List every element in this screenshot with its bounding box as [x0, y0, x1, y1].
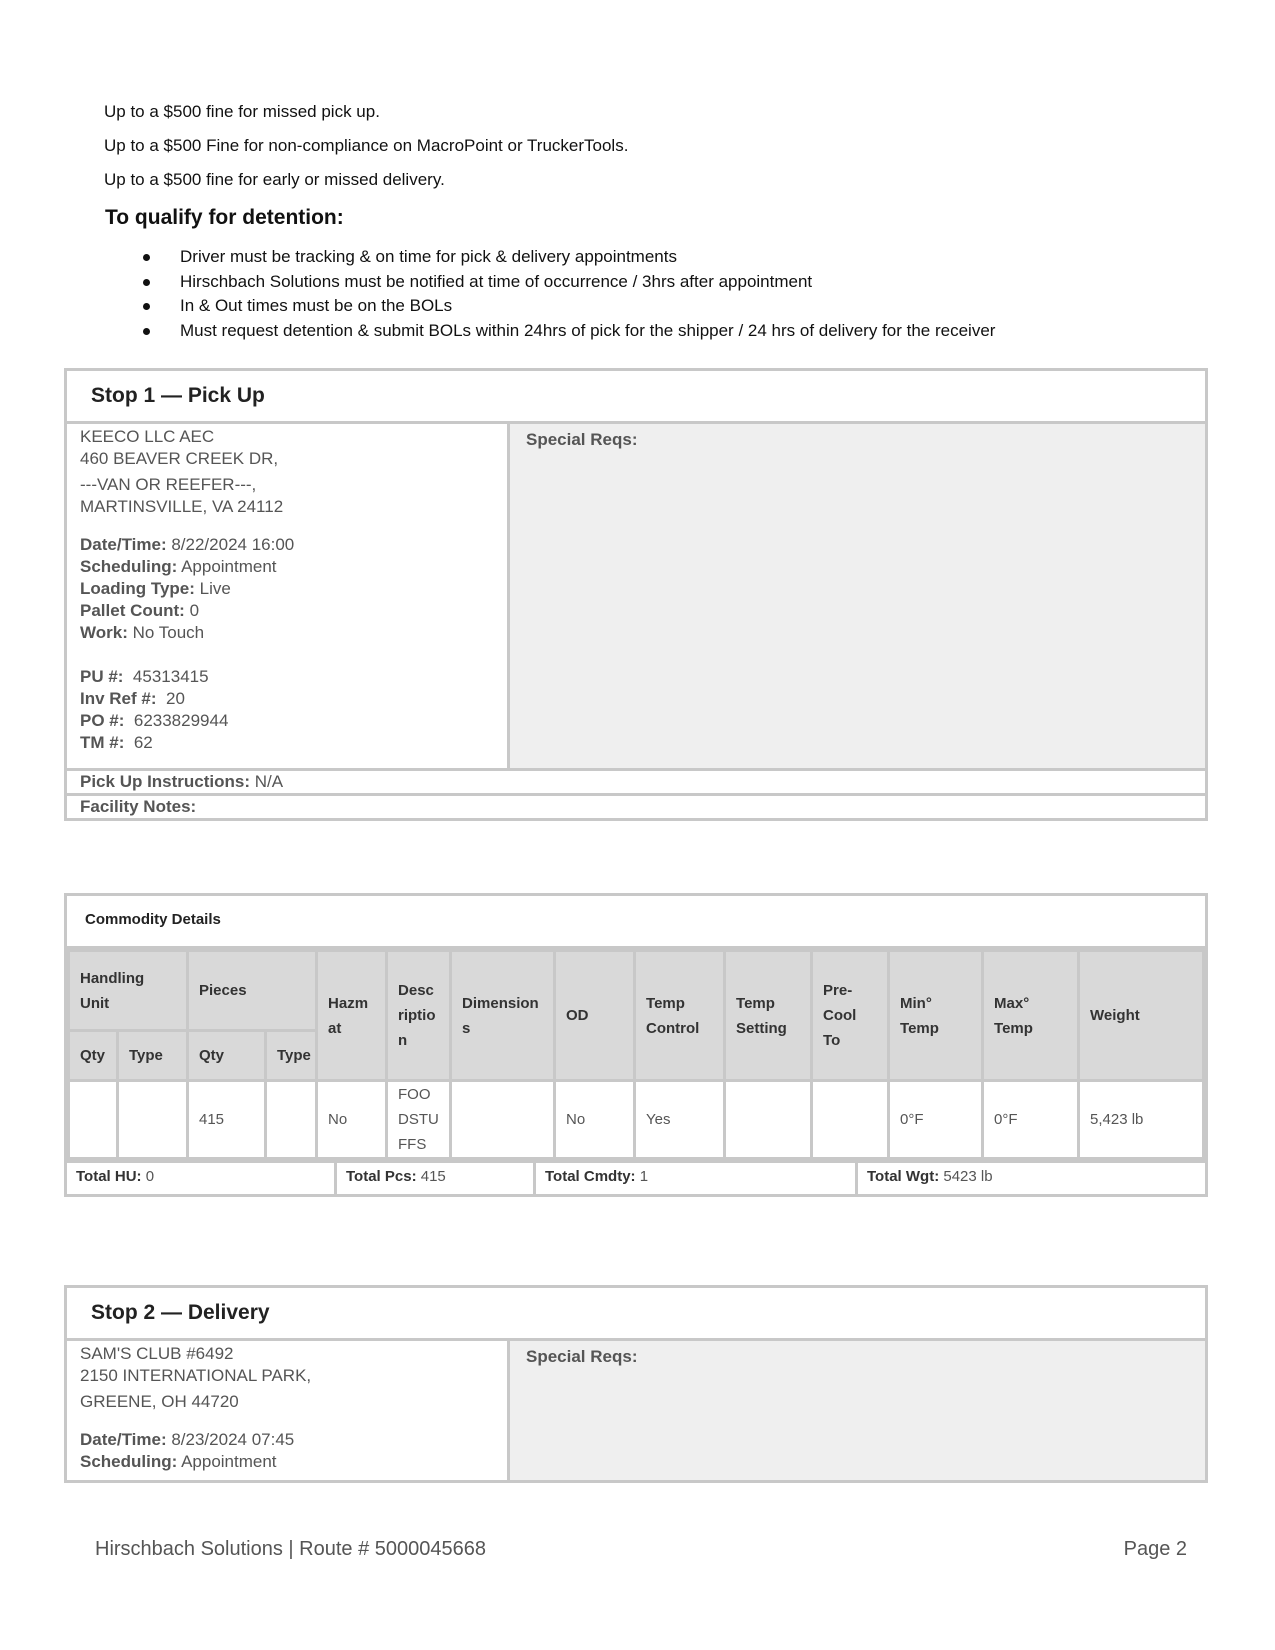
th-min-temp: Min° Temp	[889, 951, 983, 1081]
th-max-temp: Max° Temp	[983, 951, 1079, 1081]
cell-pc-type	[266, 1081, 317, 1159]
th-hu-qty: Qty	[69, 1031, 118, 1081]
commodity-title: Commodity Details	[67, 896, 1205, 949]
stop-2-card	[64, 1285, 1208, 1483]
stop-1-address2: ---VAN OR REEFER---,	[80, 475, 257, 494]
stop-2-scheduling: Scheduling: Appointment	[80, 1452, 277, 1471]
commodity-details	[64, 893, 1208, 1197]
stop-2-title: Stop 2 — Delivery	[67, 1288, 1205, 1341]
commodity-row	[69, 1081, 1204, 1159]
fine-noncompliance: Up to a $500 Fine for non-compliance on MacroPoint or TruckerTools.	[104, 136, 629, 155]
stop-2-city: GREENE, OH 44720	[80, 1392, 239, 1411]
cell-temp-control: Yes	[635, 1081, 725, 1159]
th-pc-type: Type	[266, 1031, 317, 1081]
th-pieces: Pieces	[188, 951, 317, 1031]
stop-1-inv: Inv Ref #: 20	[80, 689, 185, 708]
footer-page-number: Page 2	[1123, 1538, 1187, 1560]
th-weight: Weight	[1079, 951, 1204, 1081]
stop-1-po: PO #: 6233829944	[80, 711, 229, 730]
cell-precool	[812, 1081, 889, 1159]
th-temp-setting: Temp Setting	[725, 951, 812, 1081]
fines-list	[104, 101, 628, 203]
stop-1-title: Stop 1 — Pick Up	[67, 371, 1205, 424]
stop-1-address1: 460 BEAVER CREEK DR,	[80, 449, 279, 468]
total-pcs: Total Pcs: 415	[337, 1163, 536, 1194]
stop-1-datetime: Date/Time: 8/22/2024 16:00	[80, 535, 295, 554]
stop-1-name: KEECO LLC AEC	[80, 427, 215, 446]
stop-2-address1: 2150 INTERNATIONAL PARK,	[80, 1366, 312, 1385]
th-precool: Pre-Cool To	[812, 951, 889, 1081]
stop-1-details	[67, 424, 510, 768]
stop-1-loading: Loading Type: Live	[80, 579, 231, 598]
stop-1-scheduling: Scheduling: Appointment	[80, 557, 277, 576]
detention-item: In & Out times must be on the BOLs	[140, 294, 995, 319]
cell-dimensions	[451, 1081, 555, 1159]
th-handling-unit: Handling Unit	[69, 951, 188, 1031]
total-wgt: Total Wgt: 5423 lb	[867, 1168, 993, 1185]
stop-2-details	[67, 1341, 510, 1480]
stop-1-pu: PU #: 45313415	[80, 667, 209, 686]
th-hu-type: Type	[118, 1031, 188, 1081]
stop-1-work: Work: No Touch	[80, 623, 205, 642]
stop-1-card	[64, 368, 1208, 821]
stop-1-instructions: Pick Up Instructions: N/A	[67, 768, 1205, 793]
detention-item: Hirschbach Solutions must be notified at time of occurrence / 3hrs after appointment	[140, 270, 995, 295]
stop-1-facility-notes: Facility Notes:	[67, 793, 1205, 818]
th-od: OD	[555, 951, 635, 1081]
stop-1-pallet: Pallet Count: 0	[80, 601, 200, 620]
cell-min-temp: 0°F	[889, 1081, 983, 1159]
cell-pc-qty: 415	[188, 1081, 266, 1159]
detention-heading: To qualify for detention:	[105, 206, 344, 229]
th-dimensions: Dimension s	[451, 951, 555, 1081]
fine-missed-pickup: Up to a $500 fine for missed pick up.	[104, 102, 380, 121]
cell-hu-type	[118, 1081, 188, 1159]
cell-max-temp: 0°F	[983, 1081, 1079, 1159]
th-temp-control: Temp Control	[635, 951, 725, 1081]
detention-item: Must request detention & submit BOLs within 24hrs of pick for the shipper / 24 hrs of delivery for the receiver	[140, 319, 995, 344]
cell-temp-setting	[725, 1081, 812, 1159]
stop-1-tm: TM #: 62	[80, 733, 153, 752]
fine-delivery: Up to a $500 fine for early or missed delivery.	[104, 170, 445, 189]
stop-1-city: MARTINSVILLE, VA 24112	[80, 497, 284, 516]
th-hazmat: Hazm at	[317, 951, 387, 1081]
stop-1-special-reqs: Special Reqs:	[510, 424, 1205, 768]
commodity-table	[67, 949, 1205, 1160]
stop-2-datetime: Date/Time: 8/23/2024 07:45	[80, 1430, 295, 1449]
detention-list	[140, 245, 995, 343]
th-description: Desc riptio n	[387, 951, 451, 1081]
cell-od: No	[555, 1081, 635, 1159]
cell-description: FOO DSTU FFS	[387, 1081, 451, 1159]
th-pc-qty: Qty	[188, 1031, 266, 1081]
total-cmdty: Total Cmdty: 1	[536, 1163, 858, 1194]
cell-hazmat: No	[317, 1081, 387, 1159]
cell-hu-qty	[69, 1081, 118, 1159]
stop-2-name: SAM'S CLUB #6492	[80, 1344, 234, 1363]
footer-route: Hirschbach Solutions | Route # 5000045668	[95, 1538, 487, 1560]
stop-2-special-reqs: Special Reqs:	[510, 1341, 1205, 1480]
cell-weight: 5,423 lb	[1079, 1081, 1204, 1159]
commodity-totals	[67, 1160, 1205, 1194]
detention-item: Driver must be tracking & on time for pick & delivery appointments	[140, 245, 995, 270]
total-hu: Total HU: 0	[67, 1163, 337, 1194]
